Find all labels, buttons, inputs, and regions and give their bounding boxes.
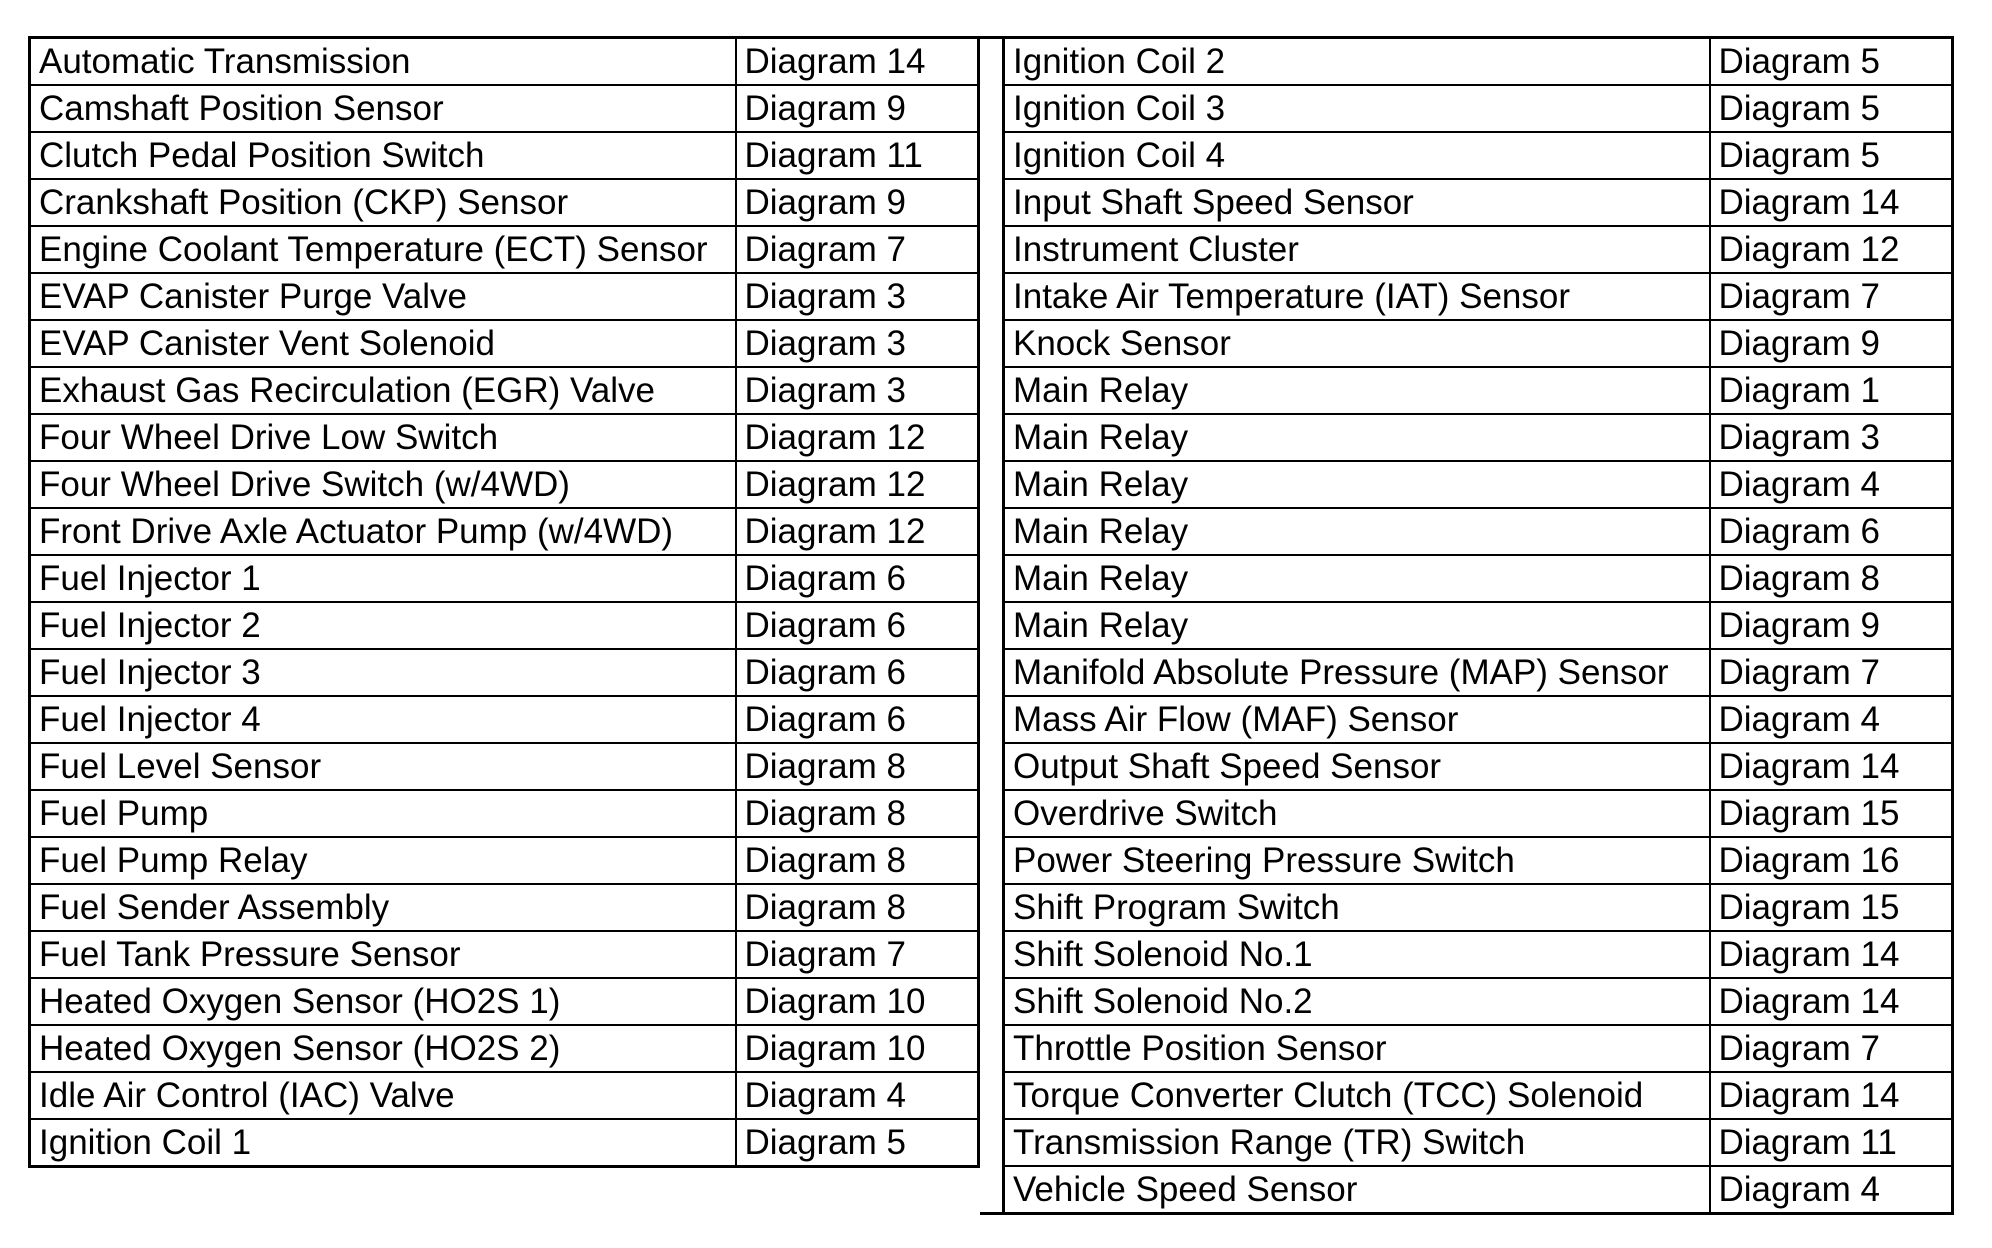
table-row: [30, 1119, 979, 1167]
component-name: Ignition Coil 3: [1004, 85, 1710, 132]
diagram-reference: Diagram 9: [1710, 602, 1953, 649]
table-row: [1004, 649, 1953, 696]
table-row: [30, 132, 979, 179]
component-name: Input Shaft Speed Sensor: [1004, 179, 1710, 226]
table-row: [1004, 179, 1953, 226]
table-row: [30, 790, 979, 837]
table-row: [30, 320, 979, 367]
component-name: Power Steering Pressure Switch: [1004, 837, 1710, 884]
table-row: [1004, 320, 1953, 367]
component-name: Main Relay: [1004, 414, 1710, 461]
component-name: Main Relay: [1004, 367, 1710, 414]
component-name: Heated Oxygen Sensor (HO2S 1): [30, 978, 736, 1025]
component-name: Main Relay: [1004, 508, 1710, 555]
diagram-reference: Diagram 6: [736, 555, 979, 602]
table-row: [30, 696, 979, 743]
component-name: Fuel Level Sensor: [30, 743, 736, 790]
diagram-reference: Diagram 14: [1710, 978, 1953, 1025]
component-name: Throttle Position Sensor: [1004, 1025, 1710, 1072]
component-name: Instrument Cluster: [1004, 226, 1710, 273]
component-name: Fuel Tank Pressure Sensor: [30, 931, 736, 978]
table-row: [1004, 132, 1953, 179]
component-name: Ignition Coil 4: [1004, 132, 1710, 179]
table-row: [30, 931, 979, 978]
component-name: Fuel Injector 4: [30, 696, 736, 743]
diagram-reference: Diagram 11: [736, 132, 979, 179]
diagram-reference: Diagram 9: [736, 85, 979, 132]
diagram-reference: Diagram 11: [1710, 1119, 1953, 1166]
component-name: Fuel Injector 3: [30, 649, 736, 696]
component-name: Fuel Injector 1: [30, 555, 736, 602]
diagram-reference: Diagram 5: [1710, 38, 1953, 86]
diagram-reference: Diagram 6: [1710, 508, 1953, 555]
table-row: [1004, 1119, 1953, 1166]
table-row: [30, 1025, 979, 1072]
table-row: [1004, 790, 1953, 837]
diagram-reference: Diagram 7: [736, 931, 979, 978]
diagram-reference: Diagram 8: [736, 790, 979, 837]
diagram-reference: Diagram 6: [736, 696, 979, 743]
diagram-reference: Diagram 14: [1710, 179, 1953, 226]
table-row: [1004, 461, 1953, 508]
diagram-reference: Diagram 10: [736, 1025, 979, 1072]
diagram-reference: Diagram 6: [736, 649, 979, 696]
component-name: Shift Solenoid No.1: [1004, 931, 1710, 978]
component-name: Fuel Sender Assembly: [30, 884, 736, 931]
component-name: Overdrive Switch: [1004, 790, 1710, 837]
diagram-reference: Diagram 5: [1710, 132, 1953, 179]
table-row: [30, 273, 979, 320]
component-diagram-index: [28, 36, 1954, 1215]
diagram-reference: Diagram 1: [1710, 367, 1953, 414]
table-row: [30, 85, 979, 132]
component-name: Ignition Coil 2: [1004, 38, 1710, 86]
component-name: Intake Air Temperature (IAT) Sensor: [1004, 273, 1710, 320]
table-row: [1004, 1166, 1953, 1214]
diagram-reference: Diagram 3: [736, 273, 979, 320]
diagram-reference: Diagram 9: [736, 179, 979, 226]
table-row: [1004, 931, 1953, 978]
table-row: [30, 226, 979, 273]
diagram-reference: Diagram 4: [736, 1072, 979, 1119]
component-name: Main Relay: [1004, 602, 1710, 649]
diagram-reference: Diagram 12: [736, 414, 979, 461]
component-name: Four Wheel Drive Low Switch: [30, 414, 736, 461]
table-row: [30, 1072, 979, 1119]
table-row: [1004, 226, 1953, 273]
diagram-reference: Diagram 4: [1710, 461, 1953, 508]
table-row: [30, 38, 979, 86]
table-row: [30, 179, 979, 226]
table-row: [1004, 1025, 1953, 1072]
table-row: [30, 461, 979, 508]
diagram-reference: Diagram 5: [736, 1119, 979, 1167]
component-name: Main Relay: [1004, 461, 1710, 508]
table-row: [30, 837, 979, 884]
component-name: Heated Oxygen Sensor (HO2S 2): [30, 1025, 736, 1072]
table-row: [30, 555, 979, 602]
table-row: [30, 508, 979, 555]
diagram-reference: Diagram 7: [1710, 273, 1953, 320]
table-row: [1004, 884, 1953, 931]
diagram-reference: Diagram 4: [1710, 696, 1953, 743]
diagram-reference: Diagram 12: [736, 508, 979, 555]
column-gap: [980, 36, 1002, 1215]
diagram-reference: Diagram 14: [736, 38, 979, 86]
diagram-reference: Diagram 16: [1710, 837, 1953, 884]
right-index-table: [1002, 36, 1954, 1215]
table-row: [1004, 1072, 1953, 1119]
table-row: [1004, 414, 1953, 461]
diagram-reference: Diagram 8: [736, 884, 979, 931]
diagram-reference: Diagram 9: [1710, 320, 1953, 367]
diagram-reference: Diagram 6: [736, 602, 979, 649]
table-row: [1004, 696, 1953, 743]
component-name: Four Wheel Drive Switch (w/4WD): [30, 461, 736, 508]
table-row: [1004, 837, 1953, 884]
component-name: Vehicle Speed Sensor: [1004, 1166, 1710, 1214]
table-row: [30, 414, 979, 461]
component-name: Shift Program Switch: [1004, 884, 1710, 931]
diagram-reference: Diagram 14: [1710, 931, 1953, 978]
table-row: [30, 367, 979, 414]
diagram-reference: Diagram 7: [736, 226, 979, 273]
component-name: Ignition Coil 1: [30, 1119, 736, 1167]
diagram-reference: Diagram 3: [736, 367, 979, 414]
left-index-body: [30, 38, 979, 1167]
component-name: Output Shaft Speed Sensor: [1004, 743, 1710, 790]
table-row: [1004, 743, 1953, 790]
component-name: Torque Converter Clutch (TCC) Solenoid: [1004, 1072, 1710, 1119]
table-row: [30, 602, 979, 649]
diagram-reference: Diagram 15: [1710, 790, 1953, 837]
component-name: Shift Solenoid No.2: [1004, 978, 1710, 1025]
diagram-reference: Diagram 7: [1710, 649, 1953, 696]
diagram-reference: Diagram 8: [1710, 555, 1953, 602]
component-name: Knock Sensor: [1004, 320, 1710, 367]
component-name: Clutch Pedal Position Switch: [30, 132, 736, 179]
diagram-reference: Diagram 8: [736, 837, 979, 884]
diagram-reference: Diagram 7: [1710, 1025, 1953, 1072]
component-name: Engine Coolant Temperature (ECT) Sensor: [30, 226, 736, 273]
table-row: [1004, 602, 1953, 649]
table-row: [1004, 273, 1953, 320]
diagram-reference: Diagram 15: [1710, 884, 1953, 931]
diagram-reference: Diagram 5: [1710, 85, 1953, 132]
left-index-table: [28, 36, 980, 1168]
component-name: Fuel Pump: [30, 790, 736, 837]
component-name: Exhaust Gas Recirculation (EGR) Valve: [30, 367, 736, 414]
component-name: EVAP Canister Vent Solenoid: [30, 320, 736, 367]
diagram-reference: Diagram 8: [736, 743, 979, 790]
diagram-reference: Diagram 10: [736, 978, 979, 1025]
component-name: Crankshaft Position (CKP) Sensor: [30, 179, 736, 226]
component-name: Fuel Injector 2: [30, 602, 736, 649]
component-name: Mass Air Flow (MAF) Sensor: [1004, 696, 1710, 743]
component-name: Automatic Transmission: [30, 38, 736, 86]
component-name: Camshaft Position Sensor: [30, 85, 736, 132]
diagram-reference: Diagram 4: [1710, 1166, 1953, 1214]
table-row: [1004, 978, 1953, 1025]
diagram-reference: Diagram 14: [1710, 743, 1953, 790]
table-row: [30, 649, 979, 696]
diagram-reference: Diagram 3: [736, 320, 979, 367]
component-name: Transmission Range (TR) Switch: [1004, 1119, 1710, 1166]
table-row: [1004, 38, 1953, 86]
diagram-reference: Diagram 3: [1710, 414, 1953, 461]
component-name: Front Drive Axle Actuator Pump (w/4WD): [30, 508, 736, 555]
component-name: EVAP Canister Purge Valve: [30, 273, 736, 320]
table-row: [1004, 508, 1953, 555]
component-name: Idle Air Control (IAC) Valve: [30, 1072, 736, 1119]
table-row: [30, 978, 979, 1025]
component-name: Main Relay: [1004, 555, 1710, 602]
diagram-reference: Diagram 12: [736, 461, 979, 508]
table-row: [30, 743, 979, 790]
table-row: [30, 884, 979, 931]
table-row: [1004, 85, 1953, 132]
diagram-reference: Diagram 12: [1710, 226, 1953, 273]
component-name: Fuel Pump Relay: [30, 837, 736, 884]
diagram-reference: Diagram 14: [1710, 1072, 1953, 1119]
table-row: [1004, 555, 1953, 602]
table-row: [1004, 367, 1953, 414]
component-name: Manifold Absolute Pressure (MAP) Sensor: [1004, 649, 1710, 696]
right-index-body: [1004, 38, 1953, 1214]
